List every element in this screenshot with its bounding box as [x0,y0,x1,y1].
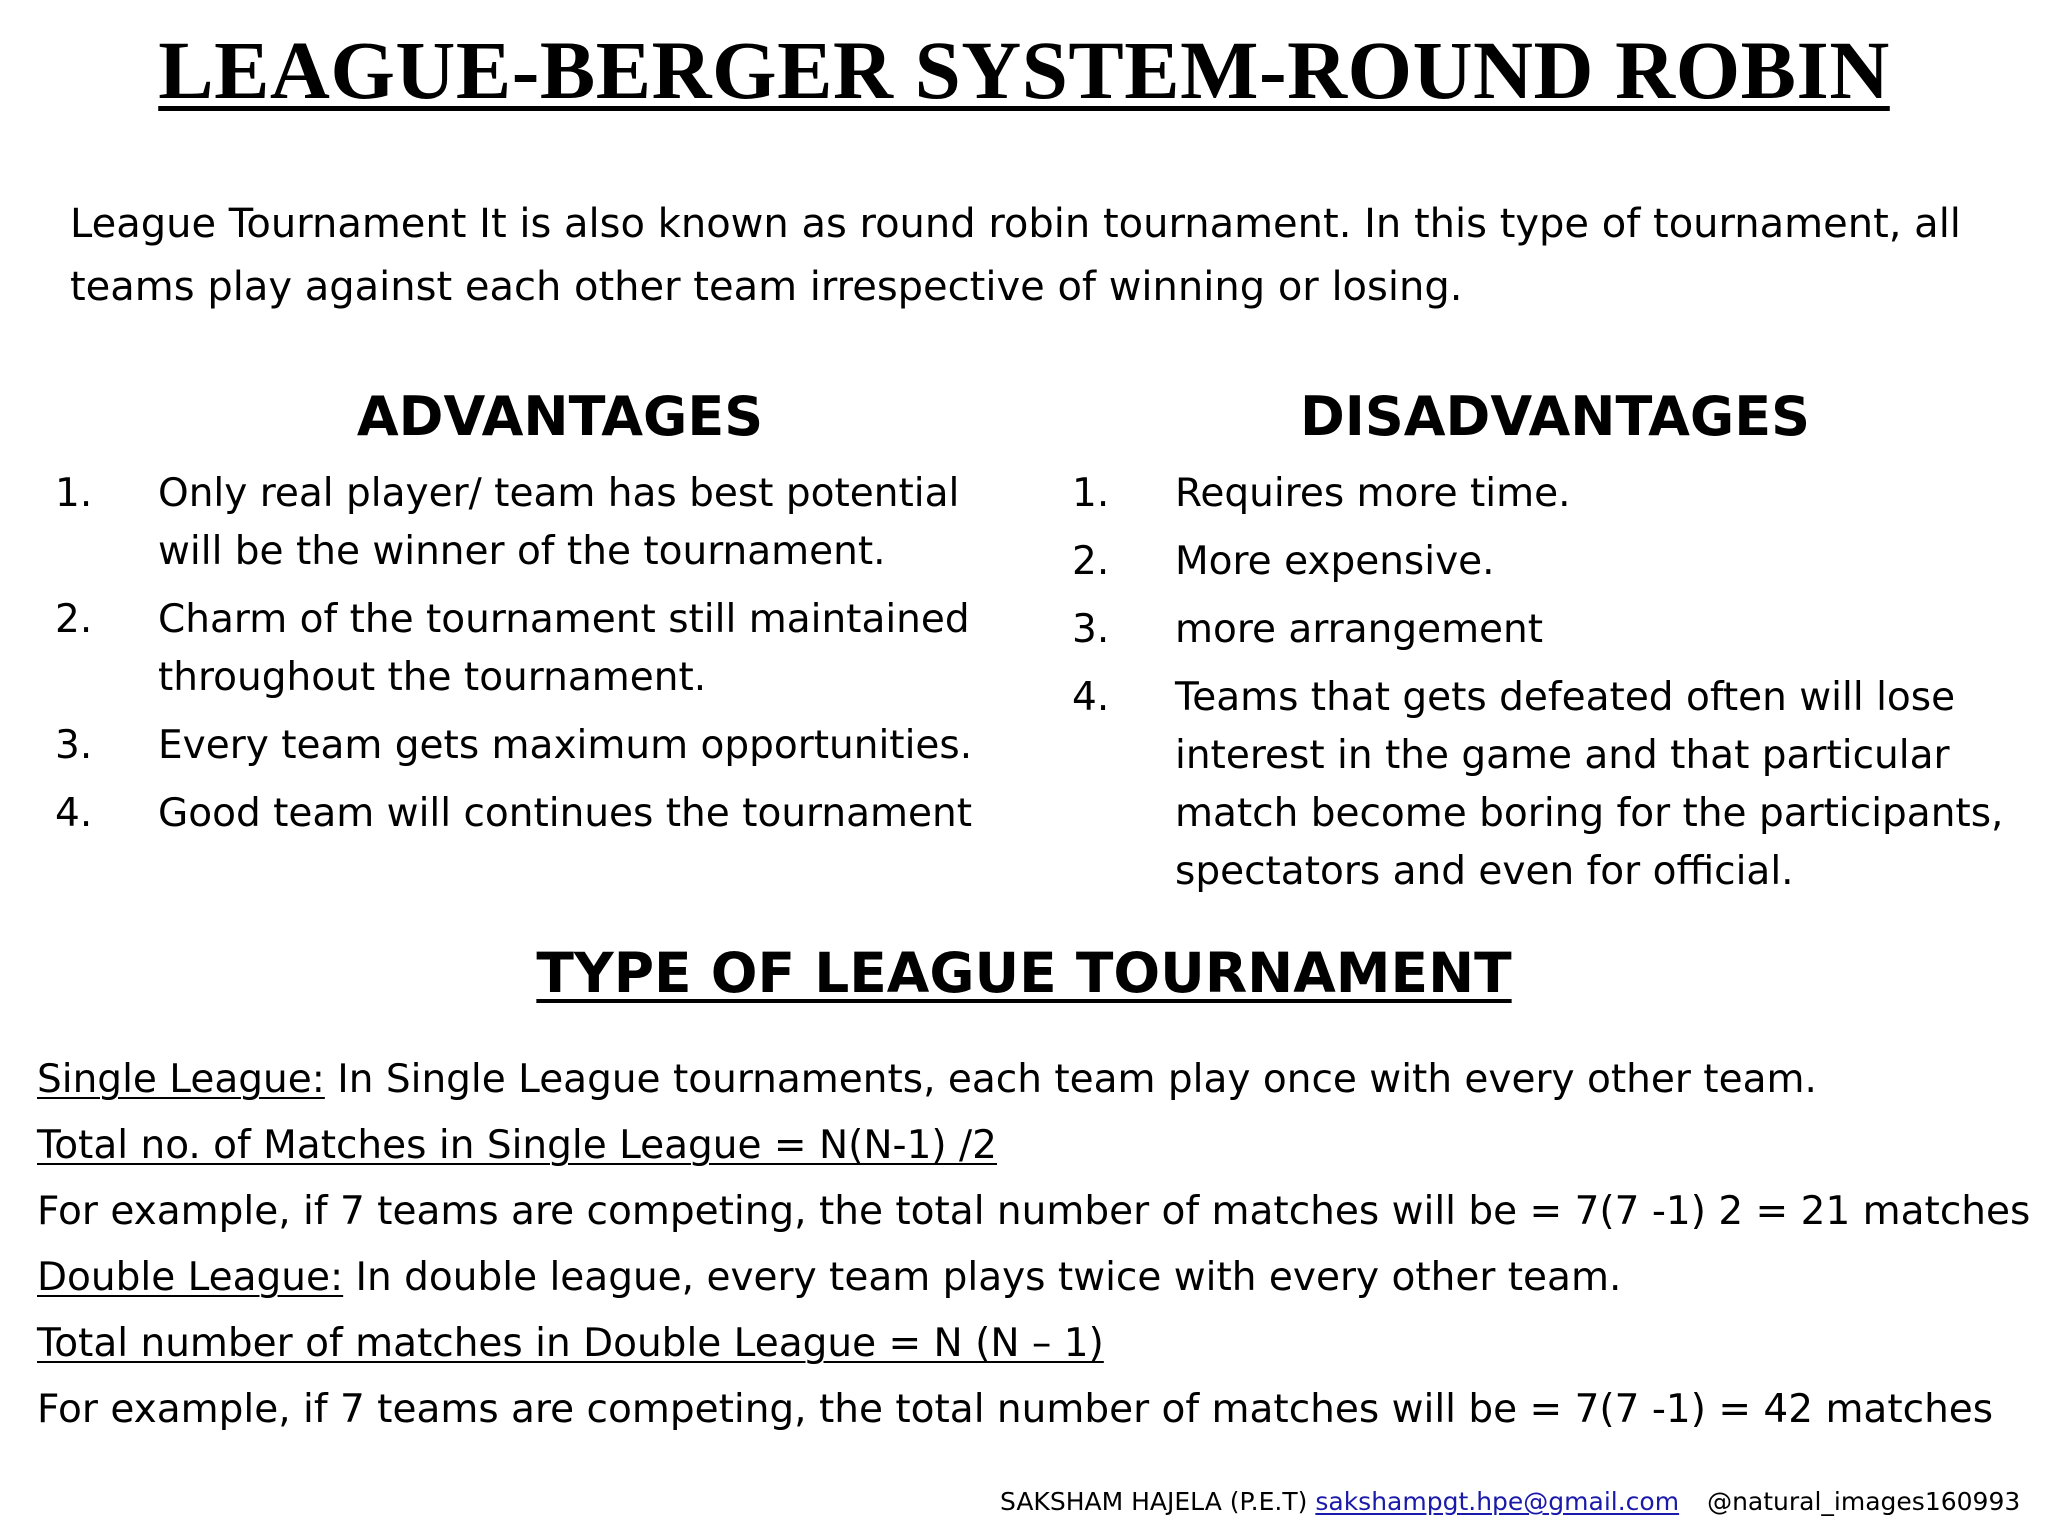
single-league-label: Single League: [37,1057,325,1102]
list-item-text: more arrangement [1175,607,1544,652]
author-name: SAKSHAM HAJELA (P.E.T) [1000,1487,1316,1516]
single-league-formula: Total no. of Matches in Single League = N(N-1) /2 [37,1123,997,1168]
list-item [55,591,1018,707]
double-league-formula: Total number of matches in Double League = N (N – 1) [37,1321,1104,1366]
list-number: 3. [55,723,93,768]
single-league-definition [37,1052,2027,1108]
advantages-list [55,465,1018,853]
list-item [55,465,1018,581]
list-number: 3. [1072,607,1110,652]
list-item [1072,533,2035,591]
list-item [55,785,1018,843]
list-item-text: Requires more time. [1175,471,1571,516]
double-league-definition [37,1250,2027,1306]
double-league-text: In double league, every team plays twice with every other team. [343,1255,1622,1300]
double-league-formula-line [37,1316,2027,1372]
list-item-text: Every team gets maximum opportunities. [158,723,973,768]
list-number: 4. [1072,675,1110,720]
list-item [1072,601,2035,659]
footer-credit [1000,1484,2021,1520]
disadvantages-list [1072,465,2035,911]
list-number: 2. [1072,539,1110,584]
double-league-label: Double League: [37,1255,344,1300]
single-league-example: For example, if 7 teams are competing, the total number of matches will be = 7(7 -1) 2 = 21 matches [37,1189,2031,1234]
list-number: 2. [55,597,93,642]
list-number: 4. [55,791,93,836]
list-item-text: Only real player/ team has best potential will be the winner of the tournament. [158,471,960,574]
intro-paragraph: League Tournament It is also known as round robin tournament. In this type of tournament, all teams play against each other team irrespective of winning or losing. [70,201,1961,310]
single-league-formula-line [37,1118,2027,1174]
social-handle: @natural_images160993 [1707,1487,2021,1516]
list-item-text: Charm of the tournament still maintained throughout the tournament. [158,597,970,700]
list-item [55,717,1018,775]
double-league-example: For example, if 7 teams are competing, the total number of matches will be = 7(7 -1) = 42 matches [37,1387,1994,1432]
list-item-text: Good team will continues the tournament [158,791,972,836]
list-item [1072,669,2035,901]
list-item-text: More expensive. [1175,539,1495,584]
list-number: 1. [55,471,93,516]
list-item-text: Teams that gets defeated often will lose interest in the game and that particular match become boring for the participants, spectators and even for official. [1175,675,2004,894]
types-heading: TYPE OF LEAGUE TOURNAMENT [536,941,1512,1005]
advantages-heading: ADVANTAGES [356,385,764,448]
list-item [1072,465,2035,523]
email-link[interactable]: sakshampgt.hpe@gmail.com [1315,1487,1680,1516]
page-title: LEAGUE-BERGER SYSTEM-ROUND ROBIN [158,24,1890,116]
list-number: 1. [1072,471,1110,516]
disadvantages-heading: DISADVANTAGES [1299,385,1811,448]
single-league-text: In Single League tournaments, each team play once with every other team. [324,1057,1817,1102]
